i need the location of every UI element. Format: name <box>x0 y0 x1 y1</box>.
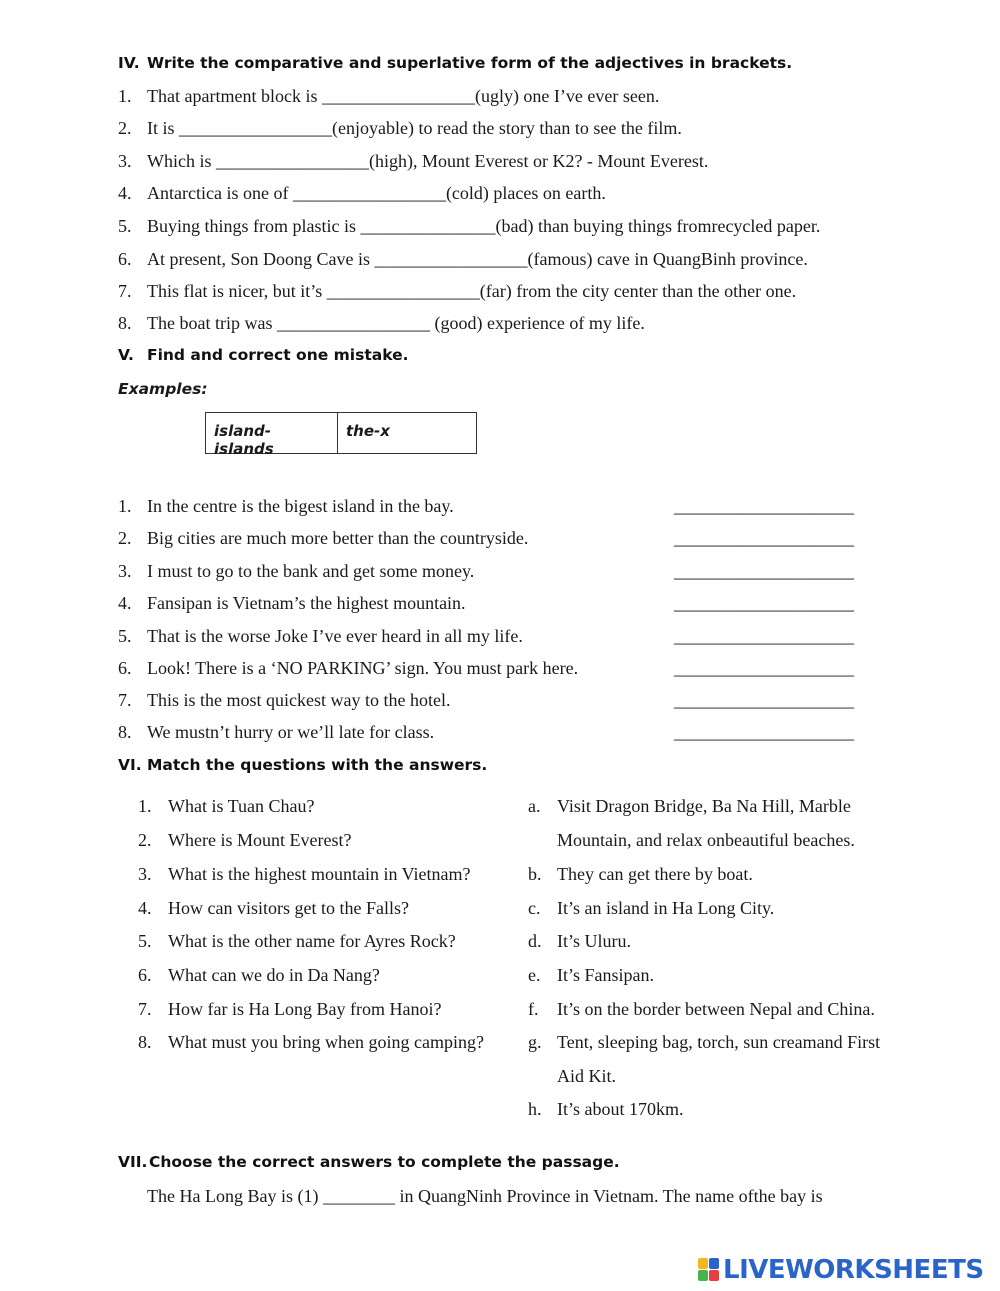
section-5-heading <box>118 346 409 364</box>
answer-blank[interactable]: ____________________ <box>674 658 854 678</box>
section-7-title: Choose the correct answers to complete the passage. <box>149 1153 620 1171</box>
logo-text: LIVEWORKSHEETS <box>723 1255 984 1285</box>
answer-blank[interactable]: ____________________ <box>674 496 854 516</box>
exercise-sentence[interactable]: That apartment block is _________________(ugly) one I’ve ever seen. <box>147 86 660 106</box>
answer-letter: f. <box>528 999 539 1019</box>
question-text: What is the other name for Ayres Rock? <box>168 931 456 951</box>
section-6-title: Match the questions with the answers. <box>147 756 488 774</box>
answer-text: It’s about 170km. <box>557 1099 684 1119</box>
item-number: 8. <box>118 722 132 742</box>
passage-text[interactable]: The Ha Long Bay is (1) ________ in QuangNinh Province in Vietnam. The name ofthe bay is <box>147 1186 823 1206</box>
liveworksheets-icon <box>698 1258 720 1282</box>
item-number: 5. <box>118 216 132 236</box>
answer-blank[interactable]: ____________________ <box>674 528 854 548</box>
item-number: 7. <box>118 281 132 301</box>
example-cell: island-islands <box>206 413 338 453</box>
exercise-sentence: That is the worse Joke I’ve ever heard in all my life. <box>147 626 523 646</box>
question-number: 7. <box>138 999 152 1019</box>
exercise-sentence: We mustn’t hurry or we’ll late for class. <box>147 722 435 742</box>
question-text: How can visitors get to the Falls? <box>168 898 409 918</box>
question-number: 2. <box>138 830 152 850</box>
answer-letter: c. <box>528 898 541 918</box>
question-number: 3. <box>138 864 152 884</box>
exercise-sentence: Fansipan is Vietnam’s the highest mountain. <box>147 593 466 613</box>
exercise-sentence[interactable]: At present, Son Doong Cave is _________________(famous) cave in QuangBinh province. <box>147 249 808 269</box>
answer-blank[interactable]: ____________________ <box>674 561 854 581</box>
answer-text: Tent, sleeping bag, torch, sun creamand First <box>557 1032 881 1052</box>
examples-label: Examples: <box>118 380 208 398</box>
item-number: 7. <box>118 690 132 710</box>
exercise-sentence[interactable]: Buying things from plastic is _______________(bad) than buying things fromrecycled paper. <box>147 216 821 236</box>
examples-table <box>205 412 477 458</box>
answer-blank[interactable]: ____________________ <box>674 722 854 742</box>
section-5-title: Find and correct one mistake. <box>147 346 409 364</box>
item-number: 3. <box>118 151 132 171</box>
answer-blank[interactable]: ____________________ <box>674 690 854 710</box>
example-cell: the-x <box>346 422 390 440</box>
section-4-heading <box>118 54 792 72</box>
exercise-sentence: Look! There is a ‘NO PARKING’ sign. You must park here. <box>147 658 579 678</box>
section-7-number: VII. <box>118 1153 148 1171</box>
question-number: 8. <box>138 1032 152 1052</box>
exercise-sentence: Big cities are much more better than the countryside. <box>147 528 529 548</box>
answer-text: It’s an island in Ha Long City. <box>557 898 775 918</box>
question-text: What can we do in Da Nang? <box>168 965 380 985</box>
question-number: 5. <box>138 931 152 951</box>
item-number: 5. <box>118 626 132 646</box>
exercise-sentence: In the centre is the bigest island in the bay. <box>147 496 454 516</box>
exercise-sentence[interactable]: The boat trip was _________________ (good) experience of my life. <box>147 313 645 333</box>
item-number: 6. <box>118 249 132 269</box>
item-number: 4. <box>118 183 132 203</box>
question-text: What is Tuan Chau? <box>168 796 315 816</box>
answer-text: It’s Fansipan. <box>557 965 654 985</box>
item-number: 6. <box>118 658 132 678</box>
section-5-number: V. <box>118 346 134 364</box>
answer-text: Visit Dragon Bridge, Ba Na Hill, Marble <box>557 796 851 816</box>
question-number: 6. <box>138 965 152 985</box>
answer-letter: d. <box>528 931 542 951</box>
question-text: Where is Mount Everest? <box>168 830 352 850</box>
liveworksheets-logo <box>698 1256 984 1284</box>
answer-text: It’s on the border between Nepal and China. <box>557 999 875 1019</box>
answer-text: They can get there by boat. <box>557 864 753 884</box>
exercise-sentence: This is the most quickest way to the hotel. <box>147 690 451 710</box>
answer-text: It’s Uluru. <box>557 931 631 951</box>
section-4-number: IV. <box>118 54 140 72</box>
exercise-sentence: I must to go to the bank and get some money. <box>147 561 475 581</box>
answer-text-continued: Mountain, and relax onbeautiful beaches. <box>557 830 855 850</box>
exercise-sentence[interactable]: Antarctica is one of _________________(cold) places on earth. <box>147 183 606 203</box>
question-text: What is the highest mountain in Vietnam? <box>168 864 471 884</box>
answer-letter: h. <box>528 1099 542 1119</box>
answer-text-continued: Aid Kit. <box>557 1066 617 1086</box>
item-number: 2. <box>118 118 132 138</box>
section-4-title: Write the comparative and superlative form of the adjectives in brackets. <box>147 54 793 72</box>
item-number: 2. <box>118 528 132 548</box>
answer-letter: g. <box>528 1032 542 1052</box>
item-number: 4. <box>118 593 132 613</box>
item-number: 1. <box>118 86 132 106</box>
item-number: 1. <box>118 496 132 516</box>
question-number: 1. <box>138 796 152 816</box>
answer-blank[interactable]: ____________________ <box>674 626 854 646</box>
exercise-sentence[interactable]: Which is _________________(high), Mount Everest or K2? - Mount Everest. <box>147 151 709 171</box>
section-6-heading <box>118 756 487 774</box>
question-number: 4. <box>138 898 152 918</box>
answer-letter: b. <box>528 864 542 884</box>
answer-blank[interactable]: ____________________ <box>674 593 854 613</box>
question-text: How far is Ha Long Bay from Hanoi? <box>168 999 442 1019</box>
answer-letter: a. <box>528 796 541 816</box>
item-number: 8. <box>118 313 132 333</box>
exercise-sentence[interactable]: This flat is nicer, but it’s _________________(far) from the city center than the other one. <box>147 281 797 301</box>
question-text: What must you bring when going camping? <box>168 1032 484 1052</box>
item-number: 3. <box>118 561 132 581</box>
section-7-heading <box>118 1153 620 1171</box>
exercise-sentence[interactable]: It is _________________(enjoyable) to read the story than to see the film. <box>147 118 682 138</box>
answer-letter: e. <box>528 965 541 985</box>
section-6-number: VI. <box>118 756 142 774</box>
